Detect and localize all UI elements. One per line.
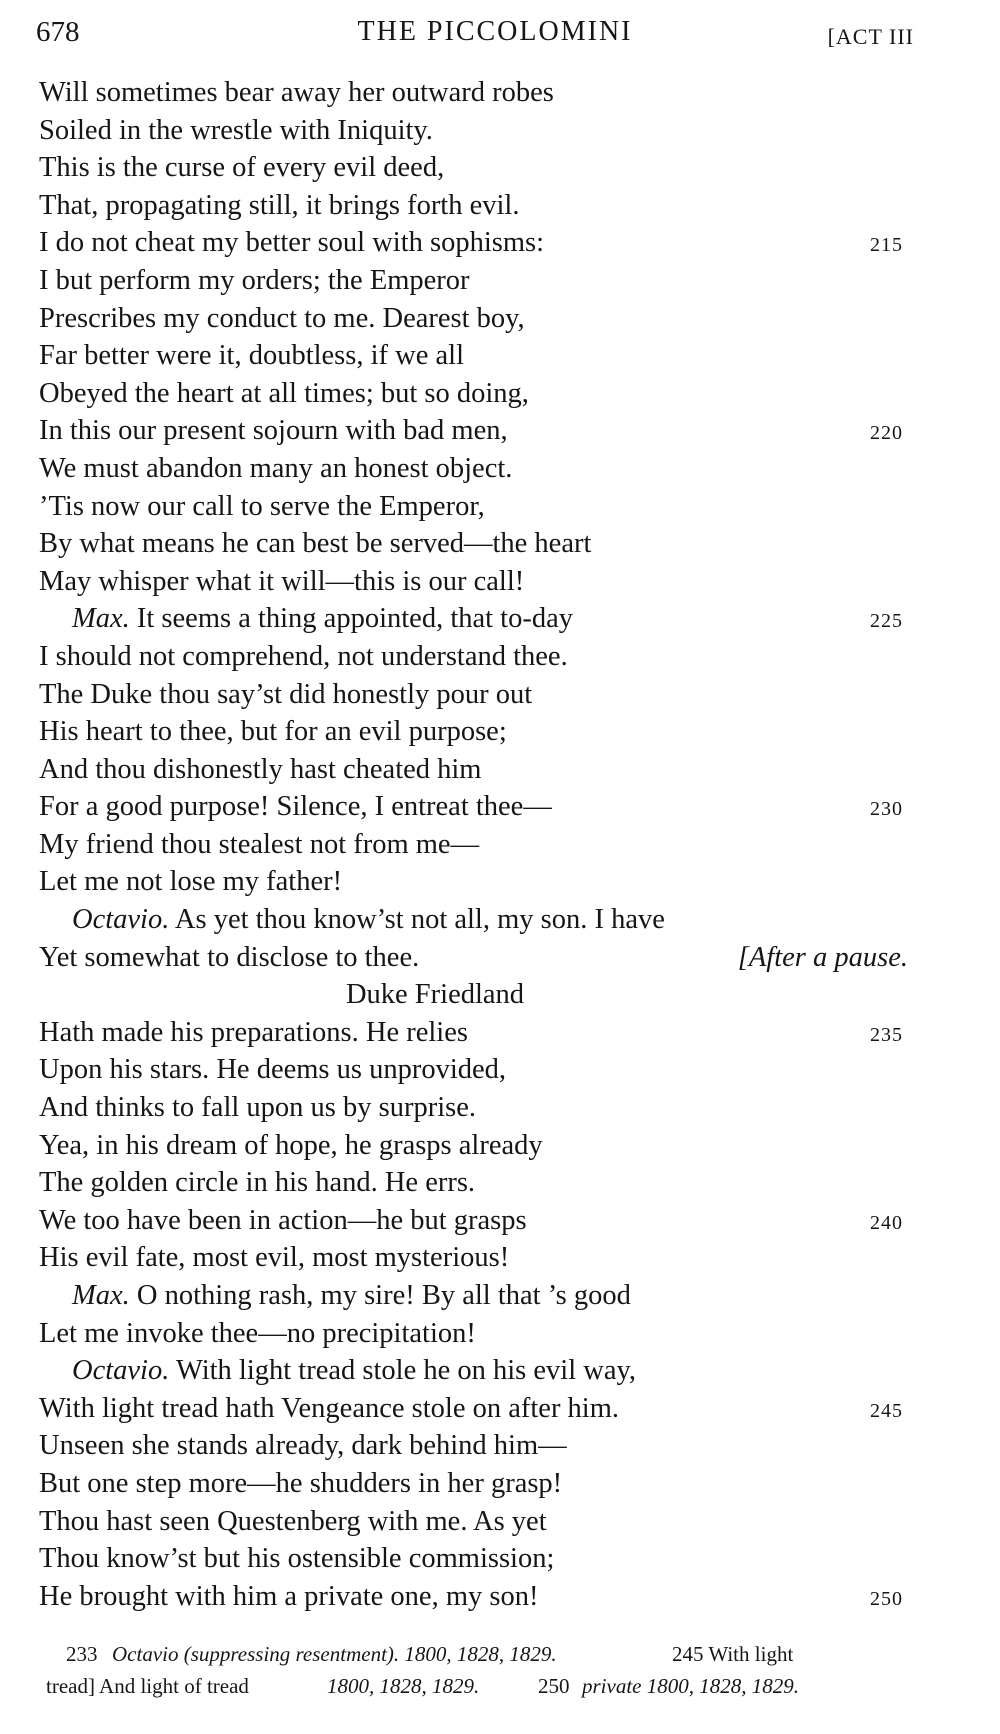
- verse-text: I should not comprehend, not understand thee.: [39, 640, 568, 672]
- verse-line: [0, 826, 1000, 864]
- verse-line: [0, 788, 1000, 826]
- verse-line: [0, 1202, 1000, 1240]
- running-title: THE PICCOLOMINI: [357, 16, 633, 47]
- verse-text: For a good purpose! Silence, I entreat thee—: [39, 791, 552, 823]
- verse-text: Prescribes my conduct to me. Dearest boy,: [39, 302, 525, 334]
- verse-text: And thou dishonestly hast cheated him: [39, 753, 482, 785]
- verse-text: My friend thou stealest not from me—: [39, 828, 480, 860]
- verse-line: [0, 1014, 1000, 1052]
- verse-text: [72, 901, 665, 939]
- speaker-name: Max.: [72, 603, 130, 635]
- footnote-text: 245 With light: [672, 1642, 794, 1666]
- verse-text: He brought with him a private one, my son!: [39, 1580, 539, 1612]
- verse-text: Yet somewhat to disclose to thee.: [39, 941, 420, 973]
- verse-line: [0, 1503, 1000, 1541]
- verse-line: [0, 1465, 1000, 1503]
- verse-line: [0, 1164, 1000, 1202]
- verse-line: [0, 112, 1000, 150]
- verse-line: [0, 976, 1000, 1014]
- line-number: 235: [870, 1023, 903, 1046]
- verse-text: [72, 1352, 636, 1390]
- line-number: 245: [870, 1399, 903, 1422]
- footnote-text: private 1800, 1828, 1829.: [582, 1674, 799, 1698]
- verse-text: His evil fate, most evil, most mysterious!: [39, 1242, 510, 1274]
- verse-text: Duke Friedland: [345, 979, 525, 1011]
- verse-line: [0, 187, 1000, 225]
- verse-text: Let me invoke thee—no precipitation!: [39, 1317, 476, 1349]
- verse-text: We too have been in action—he but grasps: [39, 1204, 527, 1236]
- verse-text: Soiled in the wrestle with Iniquity.: [39, 114, 433, 146]
- verse-line: [0, 1315, 1000, 1353]
- verse-line: [0, 149, 1000, 187]
- running-header: [0, 16, 1000, 56]
- verse-text: Let me not lose my father!: [39, 866, 343, 898]
- verse-line: [0, 337, 1000, 375]
- footnote-text: tread] And light of tread: [46, 1674, 249, 1698]
- verse-line: [0, 563, 1000, 601]
- verse-line: [0, 450, 1000, 488]
- verse-line: [0, 488, 1000, 526]
- verse-line: [0, 224, 1000, 262]
- verse-line: [0, 1239, 1000, 1277]
- verse-text: That, propagating still, it brings forth evil.: [39, 189, 520, 221]
- footnote-years: 1800, 1828, 1829.: [327, 1674, 480, 1698]
- verse-line: [0, 1352, 1000, 1390]
- verse-text: [72, 600, 573, 638]
- verse-text: Unseen she stands already, dark behind him—: [39, 1430, 567, 1462]
- verse-text: By what means he can best be served—the heart: [39, 528, 592, 560]
- page-number: 678: [36, 16, 80, 48]
- speaker-name: Octavio.: [72, 904, 170, 936]
- verse-text: We must abandon many an honest object.: [39, 452, 513, 484]
- verse-text: Will sometimes bear away her outward robes: [39, 77, 554, 108]
- footnotes: [0, 1638, 1000, 1702]
- verse-text: His heart to thee, but for an evil purpose;: [39, 716, 507, 748]
- verse-line: [0, 74, 1000, 112]
- line-number: 230: [870, 798, 903, 821]
- verse-line: [0, 713, 1000, 751]
- verse-text: In this our present sojourn with bad men,: [39, 415, 508, 447]
- speech-text: With light tread stole he on his evil way,: [169, 1355, 636, 1387]
- speech-text: As yet thou know’st not all, my son. I have: [169, 904, 665, 936]
- verse-line: [0, 676, 1000, 714]
- verse-text: Far better were it, doubtless, if we all: [39, 340, 464, 372]
- footnote-text: Octavio (suppressing resentment). 1800, 1828, 1829.: [112, 1642, 557, 1666]
- line-number: 215: [870, 234, 903, 257]
- verse-text: Thou hast seen Questenberg with me. As yet: [39, 1505, 547, 1537]
- verse-line: [0, 412, 1000, 450]
- verse-line: [0, 1578, 1000, 1616]
- verse-line: [0, 1051, 1000, 1089]
- verse-text: [72, 1277, 631, 1315]
- speaker-name: Max.: [72, 1280, 130, 1311]
- verse-line: [0, 525, 1000, 563]
- verse-text: I do not cheat my better soul with sophisms:: [39, 227, 545, 259]
- verse-text: Thou know’st but his ostensible commission;: [39, 1543, 555, 1575]
- footnote-line: [0, 1670, 1000, 1702]
- speech-text: It seems a thing appointed, that to-day: [129, 603, 573, 635]
- verse-line: [0, 375, 1000, 413]
- verse-text: With light tread hath Vengeance stole on after him.: [39, 1392, 620, 1424]
- verse-line: [0, 262, 1000, 300]
- line-number: 220: [870, 422, 903, 445]
- verse-text: Yea, in his dream of hope, he grasps already: [39, 1129, 543, 1161]
- verse-text: ’Tis now our call to serve the Emperor,: [39, 490, 485, 522]
- verse-line: [0, 600, 1000, 638]
- verse-line: [0, 638, 1000, 676]
- verse-line: [0, 1127, 1000, 1165]
- verse-line: [0, 1277, 1000, 1315]
- verse-text: But one step more—he shudders in her grasp!: [39, 1467, 563, 1499]
- verse-line: [0, 1390, 1000, 1428]
- line-number: 240: [870, 1211, 903, 1234]
- verse-block: [0, 74, 1000, 1615]
- speaker-name: Octavio.: [72, 1355, 170, 1387]
- verse-text: The golden circle in his hand. He errs.: [39, 1167, 476, 1199]
- stage-direction: [After a pause.: [737, 941, 908, 973]
- verse-text: I but perform my orders; the Emperor: [39, 264, 470, 296]
- verse-line: [0, 1540, 1000, 1578]
- verse-line: [0, 1427, 1000, 1465]
- footnote-line: [0, 1638, 1000, 1670]
- verse-text: And thinks to fall upon us by surprise.: [39, 1092, 476, 1124]
- verse-line: [0, 863, 1000, 901]
- verse-text: The Duke thou say’st did honestly pour out: [39, 678, 533, 710]
- verse-text: This is the curse of every evil deed,: [39, 152, 445, 184]
- verse-text: Hath made his preparations. He relies: [39, 1016, 468, 1048]
- verse-line: [0, 939, 1000, 977]
- verse-line: [0, 901, 1000, 939]
- verse-text: Obeyed the heart at all times; but so doing,: [39, 377, 529, 409]
- act-label: [ACT III: [827, 24, 914, 49]
- verse-text: Upon his stars. He deems us unprovided,: [39, 1054, 507, 1086]
- footnote-number: 250: [538, 1674, 570, 1698]
- verse-line: [0, 751, 1000, 789]
- verse-text: May whisper what it will—this is our call!: [39, 565, 525, 597]
- verse-line: [0, 1089, 1000, 1127]
- speech-text: O nothing rash, my sire! By all that ’s good: [129, 1280, 631, 1311]
- line-number: 250: [870, 1587, 903, 1610]
- line-number: 225: [870, 610, 903, 633]
- footnote-number: 233: [66, 1642, 98, 1666]
- verse-line: [0, 300, 1000, 338]
